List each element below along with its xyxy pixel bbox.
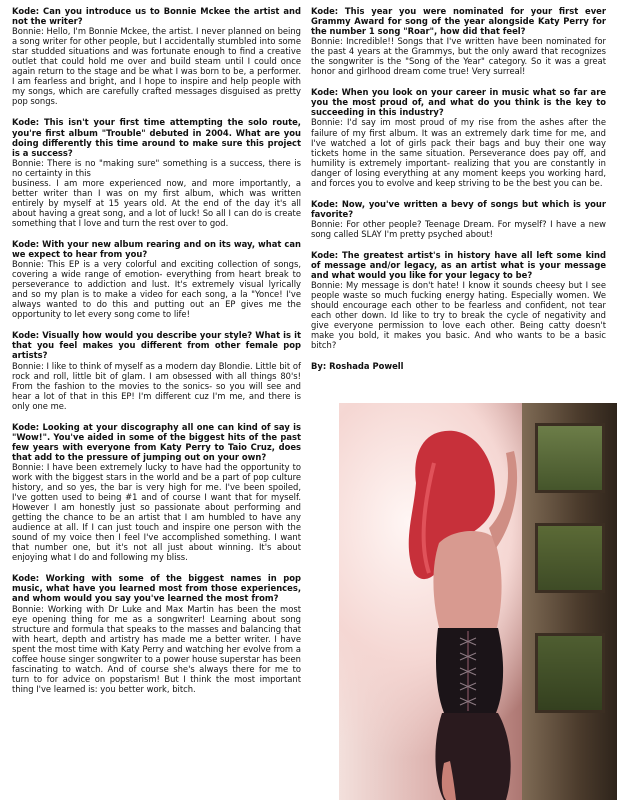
interview-answer: Bonnie: Hello, I'm Bonnie Mckee, the artist. I never planned on being a song writer for other people, but I accidentally stumbled into some star studded situations and was fortunate enough to find a creative outlet that could hold me over and build steam until I could once again return to the stage and be what I was born to be, a performer. I am fearless and bright, and I hope to inspire and help people with my songs, which are carefully crafted messages disguised as pretty pop songs. — [12, 26, 301, 107]
interview-answer: Bonnie: My message is don't hate! I know it sounds cheesy but I see people waste so much fucking energy hating. Especially women. We should encourage each other to be fearless and confident, not tear each other down. Id like to try to break the cycle of negativity and give everyone permission to love each other. Being catty doesn't make you bold, it makes you basic. And who wants to be a basic bitch? — [311, 280, 606, 351]
qa-block — [12, 330, 301, 410]
interview-question: Kode: Visually how would you describe your style? What is it that you feel makes you different from other female pop artists? — [12, 330, 301, 361]
qa-block — [12, 573, 301, 694]
artist-back — [433, 531, 501, 638]
window-pane — [535, 523, 605, 593]
interview-answer: Bonnie: This EP is a very colorful and exciting collection of songs, covering a wide range of emotion- everything from heart break to perseverance to addiction and lust. It's extremely visual lyrically and so my plan is to make a video for each song, a la "Yonce! I've always wanted to do this and putting out an EP gives me the opportunity to let every song come to life! — [12, 259, 301, 320]
interview-question: Kode: The greatest artist's in history have all left some kind of message and/or legacy, as an artist what is your message and what would you like for your legacy to be? — [311, 249, 606, 281]
qa-block — [311, 250, 606, 350]
left-column — [12, 6, 301, 705]
qa-block — [12, 6, 301, 106]
qa-block — [311, 6, 606, 76]
interview-answer: Bonnie: Working with Dr Luke and Max Martin has been the most eye opening thing for me as a songwriter! Learning about song structure and formula that speaks to the masses and balancing that with heart, depth and artistry has made me a better writer. I have spent the most time with Katy Perry and watching her evolve from a coffee house singer songwriter to a power house superstar has been fascinating to watch. And of course she's always there for me to turn to for advice on popstarism! But I think the most important thing I've learned is: you better work, bitch. — [12, 603, 301, 694]
interview-question: Kode: This isn't your first time attempting the solo route, you're first album "Trouble" debuted in 2004. What are you doing differently this time around to make sure this project is a success? — [12, 117, 301, 158]
window-pane — [535, 633, 605, 713]
qa-block — [311, 199, 606, 239]
qa-block — [12, 117, 301, 228]
interview-answer: Bonnie: There is no "making sure" something is a success, there is no certainty in this business. I am more experienced now, and more importantly, a better writer than I was on my first album, which was written entirely by myself at 15 years old. At the end of the day it's all about having a great song, and a lot of luck! So all I can do is create something that I love and turn the rest over to god. — [12, 157, 301, 228]
window-frame — [522, 403, 617, 800]
interview-answer: Bonnie: Incredible!! Songs that I've written have been nominated for the past 4 years at the Grammys, but the only award that recognizes the songwriter is the "Song of the Year" category. So it was a great honor and girlhood dream come true! Very surreal! — [311, 36, 606, 77]
interview-question: Kode: Can you introduce us to Bonnie Mckee the artist and not the writer? — [12, 6, 301, 27]
interview-question: Kode: With your new album rearing and on its way, what can we expect to hear from you? — [12, 238, 301, 260]
interview-question: Kode: When you look on your career in music what so far are you the most proud of, and what do you think is the key to succeeding in this industry? — [311, 87, 606, 118]
artist-figure — [394, 423, 524, 800]
window-pane — [535, 423, 605, 493]
qa-block — [12, 422, 301, 563]
qa-block — [311, 87, 606, 187]
interview-answer: Bonnie: I like to think of myself as a modern day Blondie. Little bit of rock and roll, little bit of glam. I am obsessed with all things 80's! From the fashion to the movies to the sonics- so you will see and hear a lot of that in this EP! I'm different cuz I'm me, and there is only one me. — [12, 360, 301, 411]
interview-question: Kode: This year you were nominated for your first ever Grammy Award for song of the year alongside Katy Perry for the number 1 song "Roar", how did that feel? — [311, 6, 606, 37]
interview-answer: Bonnie: I'd say im most proud of my rise from the ashes after the failure of my first album. It was an extremely dark time for me, and I've watched a lot of girls pack their bags and buy their one way tickets home in the same situation. Perseverance does pay off, and humility is extremely important- realizing that you are constantly in danger of losing everything at any moment keeps you working hard, and forces you to evolve and keep striving to be the best you can be. — [311, 117, 606, 188]
right-column — [311, 6, 606, 372]
artist-photo — [339, 403, 617, 800]
qa-block — [12, 239, 301, 319]
interview-question: Kode: Now, you've written a bevy of songs but which is your favorite? — [311, 198, 606, 219]
interview-question: Kode: Working with some of the biggest names in pop music, what have you learned most from those experiences, and whom would you say you've learned the most from? — [12, 573, 301, 604]
interview-question: Kode: Looking at your discography all one can kind of say is "Wow!". You've aided in some of the biggest hits of the past few years with everyone from Katy Perry to Taio Cruz, does that add to the pressure of jumping out on your own? — [12, 421, 301, 462]
byline: By: Roshada Powell — [311, 361, 404, 372]
interview-answer: Bonnie: For other people? Teenage Dream. For myself? I have a new song called SLAY I'm pretty psyched about! — [311, 218, 606, 239]
interview-answer: Bonnie: I have been extremely lucky to have had the opportunity to work with the biggest stars in the world and be a part of pop culture history, and so yes, the bar is very high for me. I've been spoiled, I've gotten used to being #1 and of course I want that for myself. However I am honestly just so passionate about performing and getting the chance to be an artist that I am humbled to have any audience at all. If I can just touch and inspire one person with the sound of my voice then I feel I've accomplished something. I want that number one, but it's not all just about winning. It's about enjoying what I do and following my bliss. — [12, 461, 301, 563]
